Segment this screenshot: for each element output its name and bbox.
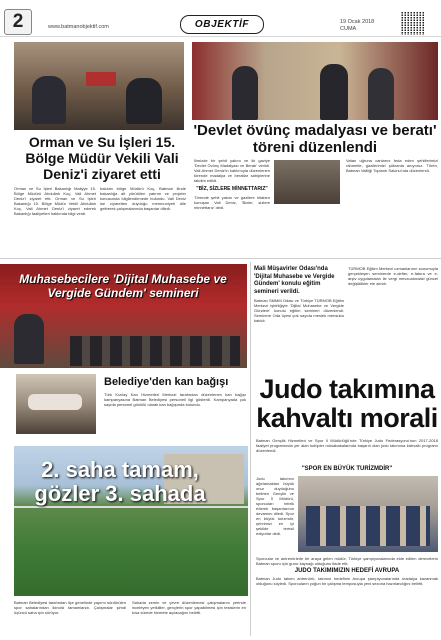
person-shape bbox=[126, 78, 162, 124]
story6-subhead2: JUDO TAKIMIMIZIN HEDEFİ AVRUPA bbox=[294, 568, 400, 574]
story6-body4: Batman Judo takımı antrenörü, takımın hedefinin Avrupa şampiyonalarında madalya kazanmak olduğunu söyledi. Sporcuların yoğun bir çalışma temposuyla yeni sezona hazırlandığını belirtti. bbox=[256, 576, 438, 586]
story1-body-right: bakılan bölge Müdürü Koç, Batman ilinde bakanlığa ait yürütülen yatırım ve projeler konusunda bilgilendirmede bulundu. Vali Deniz ise ziyaretten duyduğu memnuniyeti dile getirerek çalışmalarında başarılar diledi. bbox=[100, 186, 186, 211]
person-shape bbox=[232, 66, 258, 120]
issue-date bbox=[340, 19, 374, 33]
person-shape bbox=[368, 68, 394, 120]
weekday-line: CUMA bbox=[340, 26, 357, 32]
story2-body-right: Vatan uğruna canlarını feda eden şehitlerimizi rahmetle, gazilerimizi şükranla anıyoruz. Tören, Batman Valiliği Toplantı Salonu'nda düzenlendi. bbox=[346, 158, 438, 173]
story2-body: İlimizde bir şehit yakını ve iki gaziye 'Devlet Övünç Madalyası ve Beratı' verildi. Vali Ahmet Deniz'in katılımıyla düzenlenen törende madalya ve beratlar sahiplerine takdim edildi. bbox=[194, 158, 270, 183]
story5-body-left: Batman Belediyesi tarafından ilçe genelinde yapımı sürdürülen spor sahalarından ikincisi tamamlandı. Çalışmalar şimdi üçüncü saha için sürüyor. bbox=[14, 600, 126, 615]
story2-headline: 'Devlet övünç madalyası ve beratı' töreni düzenlendi bbox=[193, 122, 437, 156]
person-shape bbox=[320, 64, 348, 120]
story3-banner-title: Muhasebecilere 'Dijital Muhasebe ve Vergide Gündem' semineri bbox=[19, 272, 227, 300]
audience-shape bbox=[70, 336, 240, 366]
story3-deck: Mali Müşavirler Odası'nda 'Dijital Muhasebe ve Vergide Gündem' konulu eğitim semineri verildi. bbox=[254, 266, 335, 295]
story3-photo-banner bbox=[0, 264, 247, 368]
story6-body2: Judo takımını ağırlamaktan büyük onur duyduğunu belirten Gençlik ve Spor İl Müdürü, sporcuları tebrik ederek başarılarının devamını diledi. Spor en büyük turizmdir, şehrimizi en iyi şekilde temsil ediyorlar dedi. bbox=[256, 476, 294, 536]
story4-headline: Belediye'den kan bağışı bbox=[104, 376, 229, 388]
story4-photo bbox=[16, 374, 96, 434]
story1-col2 bbox=[100, 186, 186, 211]
page-number: 2 bbox=[4, 9, 32, 35]
donor-shape bbox=[28, 394, 82, 410]
qr-code-icon bbox=[400, 11, 424, 35]
story6-headline: Judo takımına kahvaltı morali bbox=[256, 374, 438, 433]
speaker-shape bbox=[14, 314, 44, 364]
story2-photo bbox=[192, 42, 438, 120]
field-line bbox=[14, 506, 248, 508]
story1-photo bbox=[14, 42, 184, 130]
story1-body-left: Orman ve Su İşleri Bakanlığı Maliyye 15. Bölge Müdürü Abdullah Koç, Vali Ahmet Deniz'i ziyaret etti. Orman ve Su İşleri Bakanlığı 15. Bölge Müdür Vekili Abdullah Koç, Vali Ahmet Deniz'i ziyaret ederek Bakanlığı faaliyetleri hakkında bilgi verdi. bbox=[14, 186, 96, 216]
story3-body: Batman SMMM Odası ve Türkiye TÜRMOB Eğitim Merkezi işbirliğiyle 'Dijital Muhasebe ve Vergide Gündem' konulu eğitim semineri düzenlendi. Seminere Oda üyesi çok sayıda meslek mensubu katıldı. bbox=[254, 298, 344, 323]
story5-body-right: Sahada zemin ve çevre düzenlemesi çalışmalarını yerinde inceleyen yetkililer, gençlerin spor yapabilmesi için tesislerin en kısa sürede hizmete açılacağını belirtti. bbox=[132, 600, 246, 615]
story2-col3 bbox=[346, 158, 438, 173]
story5-col1 bbox=[14, 600, 126, 615]
section-divider bbox=[0, 258, 441, 259]
story6-subhead1: "SPOR EN BÜYÜK TURİZMDİR" bbox=[301, 466, 393, 472]
story5-col2 bbox=[132, 600, 246, 615]
story3-col2 bbox=[348, 266, 438, 286]
ceremony-photo bbox=[274, 160, 340, 204]
story6-photo bbox=[298, 476, 438, 552]
story6-body3: Sporcular ve antrenörlerle bir araya gelen müdür, Türkiye şampiyonalarında elde edilen derecelerin Batman sporu için gurur kaynağı olduğunu ifade etti. bbox=[256, 556, 438, 566]
story6-col-narrow bbox=[256, 476, 294, 536]
story1-col1 bbox=[14, 186, 96, 216]
story2-subhead: "BİZ, SİZLERE MİNNETTARIZ" bbox=[196, 186, 268, 192]
person-shape bbox=[32, 76, 66, 124]
story3-col1 bbox=[254, 298, 344, 323]
story4-col bbox=[104, 392, 246, 407]
column-divider bbox=[250, 262, 251, 636]
date-line: 19 Ocak 2018 bbox=[340, 19, 375, 25]
story6-intro bbox=[256, 438, 438, 453]
story5-headline: 2. saha tamam, gözler 3. sahada bbox=[34, 457, 206, 506]
team-shape bbox=[306, 506, 430, 546]
story1-headline: Orman ve Su İşleri 15. Bölge Müdür Vekili Vali Deniz'i ziyaret etti bbox=[25, 134, 179, 182]
story6-lower bbox=[256, 556, 438, 586]
story6-body: Batman Gençlik Hizmetleri ve Spor İl Müdürlüğü'nde Türkiye Judo Federasyonu'nun 2017-2018 faaliyet programında yer alan kulüpler müsabakalarında başarılı olan judo takımına kahvaltı programı düzenlendi. bbox=[256, 438, 438, 453]
story4-body: Türk Kızılay Kan Hizmetleri Merkezi tarafından düzenlenen kan bağışı kampanyasına Batman Belediyesi personeli ilgi gösterdi. Kampanyada çok sayıda personel gönüllü olarak kan bağışında bulundu. bbox=[104, 392, 246, 407]
story3-body-right: TÜRMOB Eğitim Merkezi uzmanlarının sunumuyla gerçekleşen seminerde e-defter, e-fatura ve e-arşiv uygulamaları ile vergi mevzuatındaki güncel değişiklikler ele alındı. bbox=[348, 266, 438, 286]
site-url[interactable]: www.batmanobjektif.com bbox=[48, 24, 109, 30]
story2-body2: Törende şehit yakını ve gazilere hitaben konuşan Vali Deniz, 'Bizler, sizlere minnettarız' dedi. bbox=[194, 195, 270, 210]
flag-shape bbox=[86, 72, 116, 86]
newspaper-logo: OBJEKTİF bbox=[180, 15, 264, 34]
story2-col1 bbox=[194, 158, 270, 210]
